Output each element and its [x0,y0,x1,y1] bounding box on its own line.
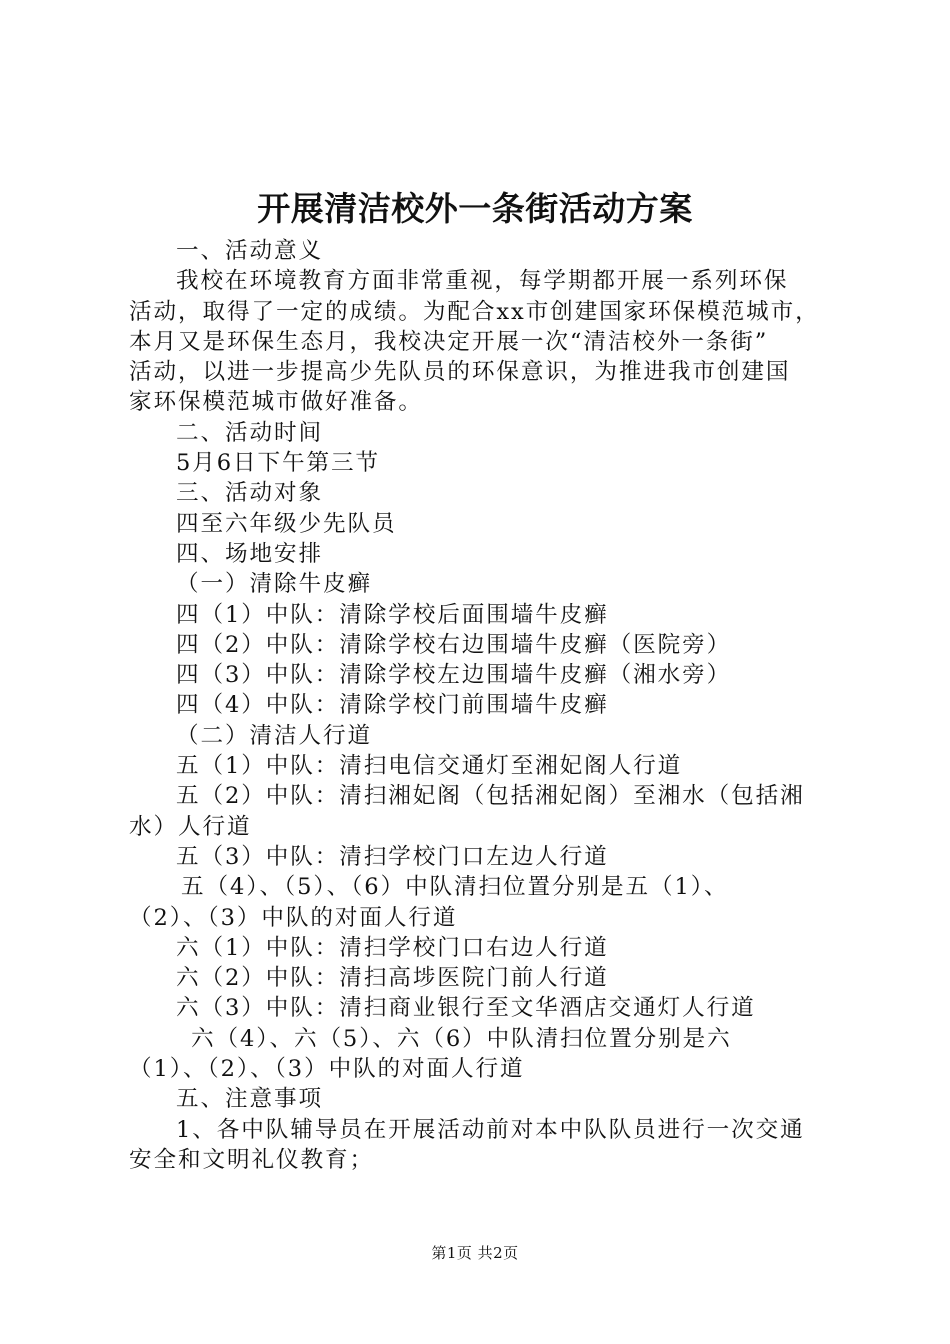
paragraph-line: 我校在环境教育方面非常重视，每学期都开展一系列环保 [176,268,789,295]
list-item: 六（2）中队：清扫高埗医院门前人行道 [176,965,609,992]
list-item: 四（2）中队：清除学校右边围墙牛皮癣（医院旁） [176,631,732,658]
list-item: 四（3）中队：清除学校左边围墙牛皮癣（湘水旁） [176,662,732,689]
paragraph-line: 5月6日下午第三节 [176,450,381,477]
paragraph-line: 家环保模范城市做好准备。 [129,389,423,416]
list-item: 五（3）中队：清扫学校门口左边人行道 [176,843,609,870]
subsection-heading: （一）清除牛皮癣 [176,571,372,598]
section-heading-participants: 三、活动对象 [176,480,323,507]
page-footer: 第1页 共2页 [431,1244,519,1262]
list-item-continuation: 水）人行道 [129,813,252,840]
paragraph-line: 活动，以进一步提高少先队员的环保意识，为推进我市创建国 [129,359,791,386]
list-item: 四（1）中队：清除学校后面围墙牛皮癣 [176,601,609,628]
document-body [129,236,835,1175]
paragraph-line: 本月又是环保生态月，我校决定开展一次“清洁校外一条街” [129,328,769,355]
subsection-heading: （二）清洁人行道 [176,722,372,749]
list-item: 五（1）中队：清扫电信交通灯至湘妃阁人行道 [176,753,683,780]
list-item: 六（1）中队：清扫学校门口右边人行道 [176,934,609,961]
section-heading-time: 二、活动时间 [176,419,323,446]
document-title: 开展清洁校外一条街活动方案 [257,189,693,228]
list-item: 1、各中队辅导员在开展活动前对本中队队员进行一次交通 [176,1116,805,1143]
list-item: 六（4）、六（5）、六（6）中队清扫位置分别是六 [191,1025,732,1052]
list-item: 五（4）、（5）、（6）中队清扫位置分别是五（1）、 [181,874,729,901]
paragraph-line: 四至六年级少先队员 [176,510,397,537]
list-item-continuation: （1）、（2）、（3）中队的对面人行道 [129,1056,525,1083]
section-heading-significance: 一、活动意义 [176,238,323,264]
list-item-continuation: （2）、（3）中队的对面人行道 [129,904,458,931]
list-item: 六（3）中队：清扫商业银行至文华酒店交通灯人行道 [176,995,756,1022]
paragraph-line: 活动，取得了一定的成绩。为配合xx市创建国家环保模范城市， [129,298,820,325]
section-heading-notes: 五、注意事项 [176,1086,323,1113]
list-item: 五（2）中队：清扫湘妃阁（包括湘妃阁）至湘水（包括湘 [176,783,805,810]
list-item: 四（4）中队：清除学校门前围墙牛皮癣 [176,692,609,719]
list-item-continuation: 安全和文明礼仪教育； [129,1146,374,1173]
section-heading-venue: 四、场地安排 [176,540,323,567]
